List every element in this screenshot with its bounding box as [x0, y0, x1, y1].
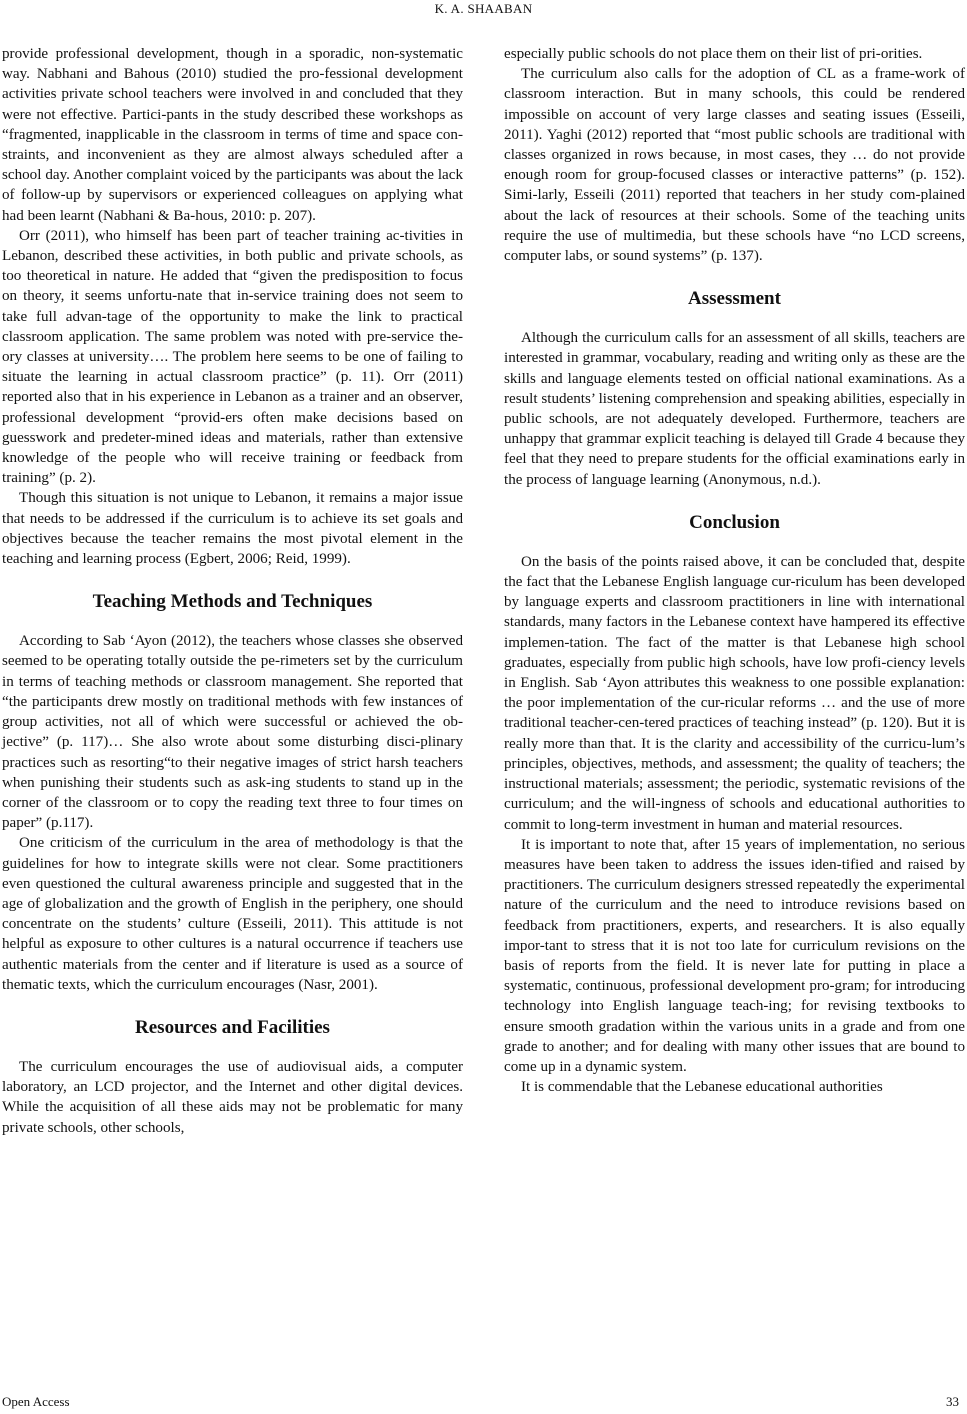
- paragraph: Although the curriculum calls for an assessment of all skills, teachers are interested in grammar, vocabulary, reading and writing only as these are the skills and language elements tested on official national examinations. As a result students’ listening comprehension and speaking abilities, especially in public schools, are not adequately developed. Furthermore, teachers are unhappy that grammar explicit teaching is delayed till Grade 4 because they feel that they need to prepare students for the official examinations early in the process of language learning (Anonymous, n.d.).: [504, 330, 965, 488]
- paragraph: Orr (2011), who himself has been part of teacher training ac-tivities in Lebanon, described these activities, in both public and private schools, as too theoretical in nature. He added that “given the predisposition to focus on theory, it seems unfortu-nate that in-service training does not seem to take full advan-tage of the opportunity to make the link to practical classroom application. The same problem was noted with pre-service the-ory classes at university…. The problem here seems to be one of failing to situate the learning in actual classroom practice” (p. 11). Orr (2011) reported also that in his experience in Lebanon as a trainer and an observer, professional development “provid-ers often make decisions based on guesswork and predeter-mined ideas and materials, rather than extensive knowledge of the people who will receive training or feedback from training” (p. 2).: [2, 227, 463, 487]
- right-column: [504, 44, 965, 1097]
- section-heading-conclusion: Conclusion: [689, 511, 780, 533]
- paragraph: One criticism of the curriculum in the area of methodology is that the guidelines for how to integrate skills were not clear. Some practitioners even questioned the cultural awareness principle and suggested that in the age of globalization and the growth of English in the periphery, one should concentrate on the students’ culture (Esseili, 2011). This attitude is not helpful as exposure to other cultures is a natural occurrence if teachers use authentic materials from the center and if literature is used as a source of thematic texts, which the curriculum encourages (Nasr, 2001).: [2, 835, 463, 993]
- section-heading-assessment: Assessment: [688, 288, 781, 310]
- paragraph: It is important to note that, after 15 years of implementation, no serious measures have been taken to address the issues iden-tified and raised by practitioners. The curriculum designers stressed repeatedly the experimental nature of the curriculum and the need to introduce revisions based on feedback from practitioners, experts, and researchers. It is also equally impor-tant to stress that it is not too late for curriculum revisions on the basis of reports from the field. It is never late for putting in place a systematic, continuous, professional development pro-gram; for introducing technology into English language teach-ing; for revising textbooks to ensure smooth gradation within the various units in a grade and from one grade to another; and for dealing with many other issues that are bound to come up in a dynamic system.: [504, 836, 965, 1075]
- paragraph: Though this situation is not unique to Lebanon, it remains a major issue that needs to be addressed if the curriculum is to achieve its set goals and objectives because the teacher remains the most pivotal element in the teaching and learning process (Egbert, 2006; Reid, 1999).: [2, 490, 463, 568]
- section-heading-resources: Resources and Facilities: [135, 1016, 330, 1038]
- paragraph: especially public schools do not place them on their list of pri-orities.: [504, 46, 923, 62]
- left-column: [2, 44, 463, 1138]
- running-header: K. A. SHAABAN: [434, 1, 533, 16]
- paragraph: The curriculum encourages the use of audiovisual aids, a computer laboratory, an LCD projector, and the Internet and other digital devices. While the acquisition of all these aids may not be problematic for many private schools, other schools,: [2, 1058, 463, 1136]
- paragraph: provide professional development, though in a sporadic, non-systematic way. Nabhani and Bahous (2010) studied the pro-fessional development activities private school teachers were involved in and concluded that they were not effective. Partici-pants in the study described these workshops as “fragmented, inapplicable in the classroom in terms of time and space con-straints, and inconvenient as they are almost always scheduled after a school day. Another complaint voiced by the participants was about the lack of follow-up by supervisors or experienced colleagues on applying what had been learnt (Nabhani & Ba-hous, 2010: p. 207).: [2, 46, 463, 224]
- paragraph: According to Sab ‘Ayon (2012), the teachers whose classes she observed seemed to be operating totally outside the pe-rimeters set by the curriculum in terms of teaching methods or classroom management. She reported that “the participants drew mostly on traditional methods with few instances of group activities, not all of which were successful or achieved the ob-jective” (p. 117)… She also wrote about some disturbing disci-plinary practices such as resorting“to their negative images of strict harsh teachers when punishing their students such as ask-ing students to stand up in the corner of the classroom or to copy the reading text three to four times on paper” (p.117).: [2, 633, 463, 832]
- paragraph: On the basis of the points raised above, it can be concluded that, despite the fact that the Lebanese English language cur-riculum has been developed by language experts and classroom practitioners in line with international standards, many factors in the Lebanese context have hampered its effective implemen-tation. The fact of the matter is that Lebanese high school graduates, especially from public high schools, have low profi-ciency levels in English. Sab ‘Ayon attributes this weakness to one possible explanation: the poor implementation of the cur-ricular reforms … and the use of more traditional teacher-cen-tered practices of teaching instead” (p. 120). But it is really more than that. It is the clarity and accessibility of the curricu-lum’s principles, objectives, methods, and assessment; the quality of teachers; the instructional materials; assessment; the periodic, systematic revisions of the curriculum; and the will-ingness of schools and educational authorities to commit to long-term investment in human and material resources.: [504, 553, 965, 833]
- section-heading-teaching-methods: Teaching Methods and Techniques: [92, 591, 373, 613]
- footer-open-access: Open Access: [2, 1394, 70, 1409]
- paragraph: It is commendable that the Lebanese educational authorities: [521, 1079, 883, 1096]
- paragraph: The curriculum also calls for the adoption of CL as a frame-work of classroom interaction. But in many schools, this could be rendered impossible on account of very large classes and seating issues (Esseili, 2011). Yaghi (2012) reported that “most public schools are traditional with classes organized in rows because, in most cases, they … do not provide enough room for group-focused classes or interactive patterns” (p. 152). Simi-larly, Esseili (2011) reported that teachers in her study com-plained about the lack of resources at their schools. Some of the teaching units require the use of multimedia, but these schools have “no LCD screens, computer labs, or sound systems” (p. 137).: [504, 66, 965, 265]
- page-number: 33: [946, 1394, 959, 1409]
